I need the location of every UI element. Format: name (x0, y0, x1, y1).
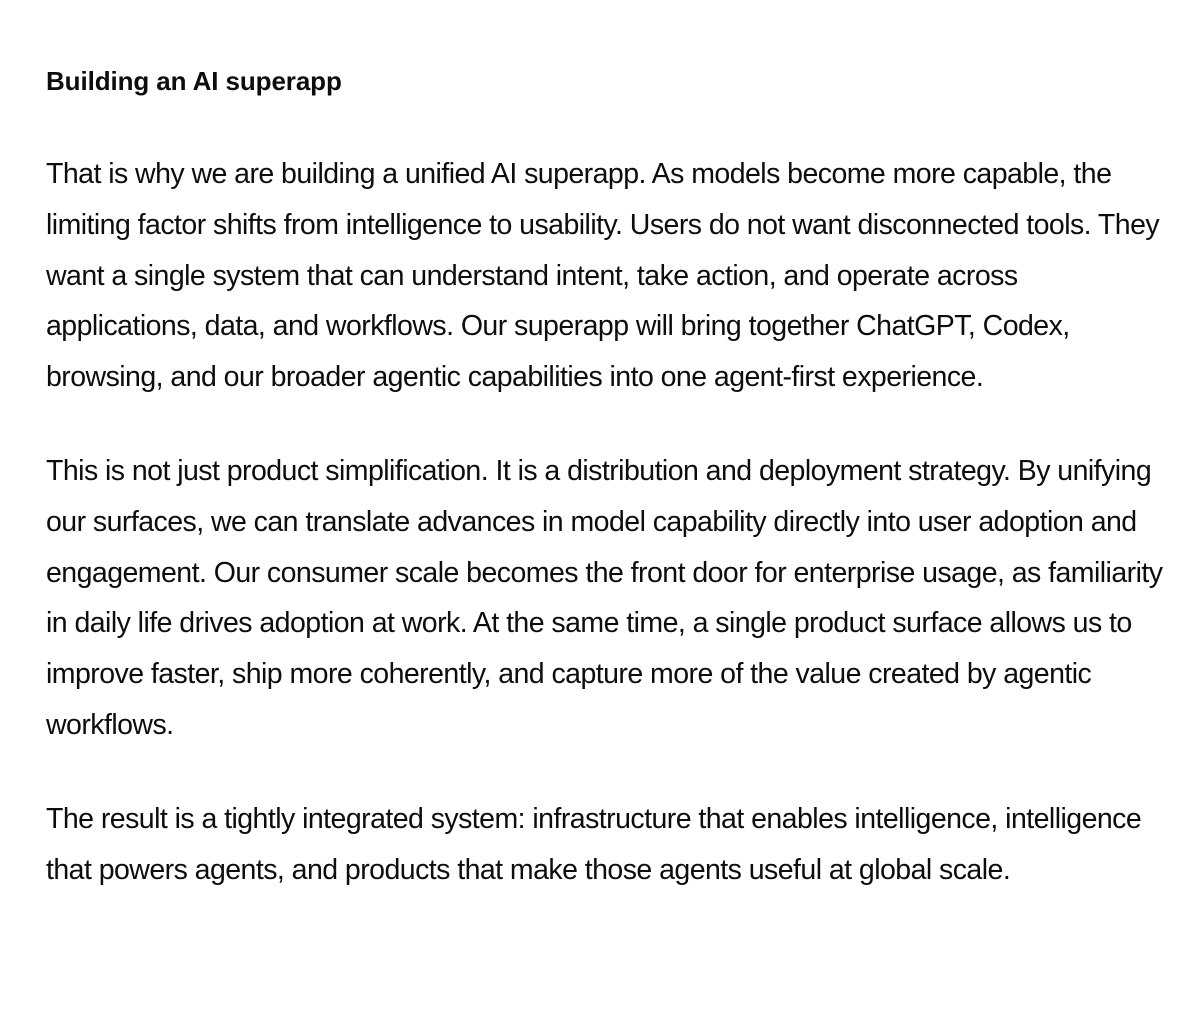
paragraph-distribution-strategy: This is not just product simplification. It is a distribution and deployment strategy. By unifying our surfaces, we can translate advances in model capability directly into user adoption and engagement. Our consumer scale becomes the front door for enterprise usage, as familiarity in daily life drives adoption at work. At the same time, a single product surface allows us to improve faster, ship more coherently, and capture more of the value created by agentic workflows. (46, 454, 1163, 741)
section-heading: Building an AI superapp (46, 66, 342, 96)
article-body (46, 56, 1176, 895)
paragraph-integrated-system: The result is a tightly integrated system: infrastructure that enables intelligence, intelligence that powers agents, and products that make those agents useful at global scale. (46, 802, 1142, 886)
paragraph-superapp-vision: That is why we are building a unified AI superapp. As models become more capable, the limiting factor shifts from intelligence to usability. Users do not want disconnected tools. They want a single system that can understand intent, take action, and operate across applications, data, and workflows. Our superapp will bring together ChatGPT, Codex, browsing, and our broader agentic capabilities into one agent-first experience. (46, 158, 1160, 394)
